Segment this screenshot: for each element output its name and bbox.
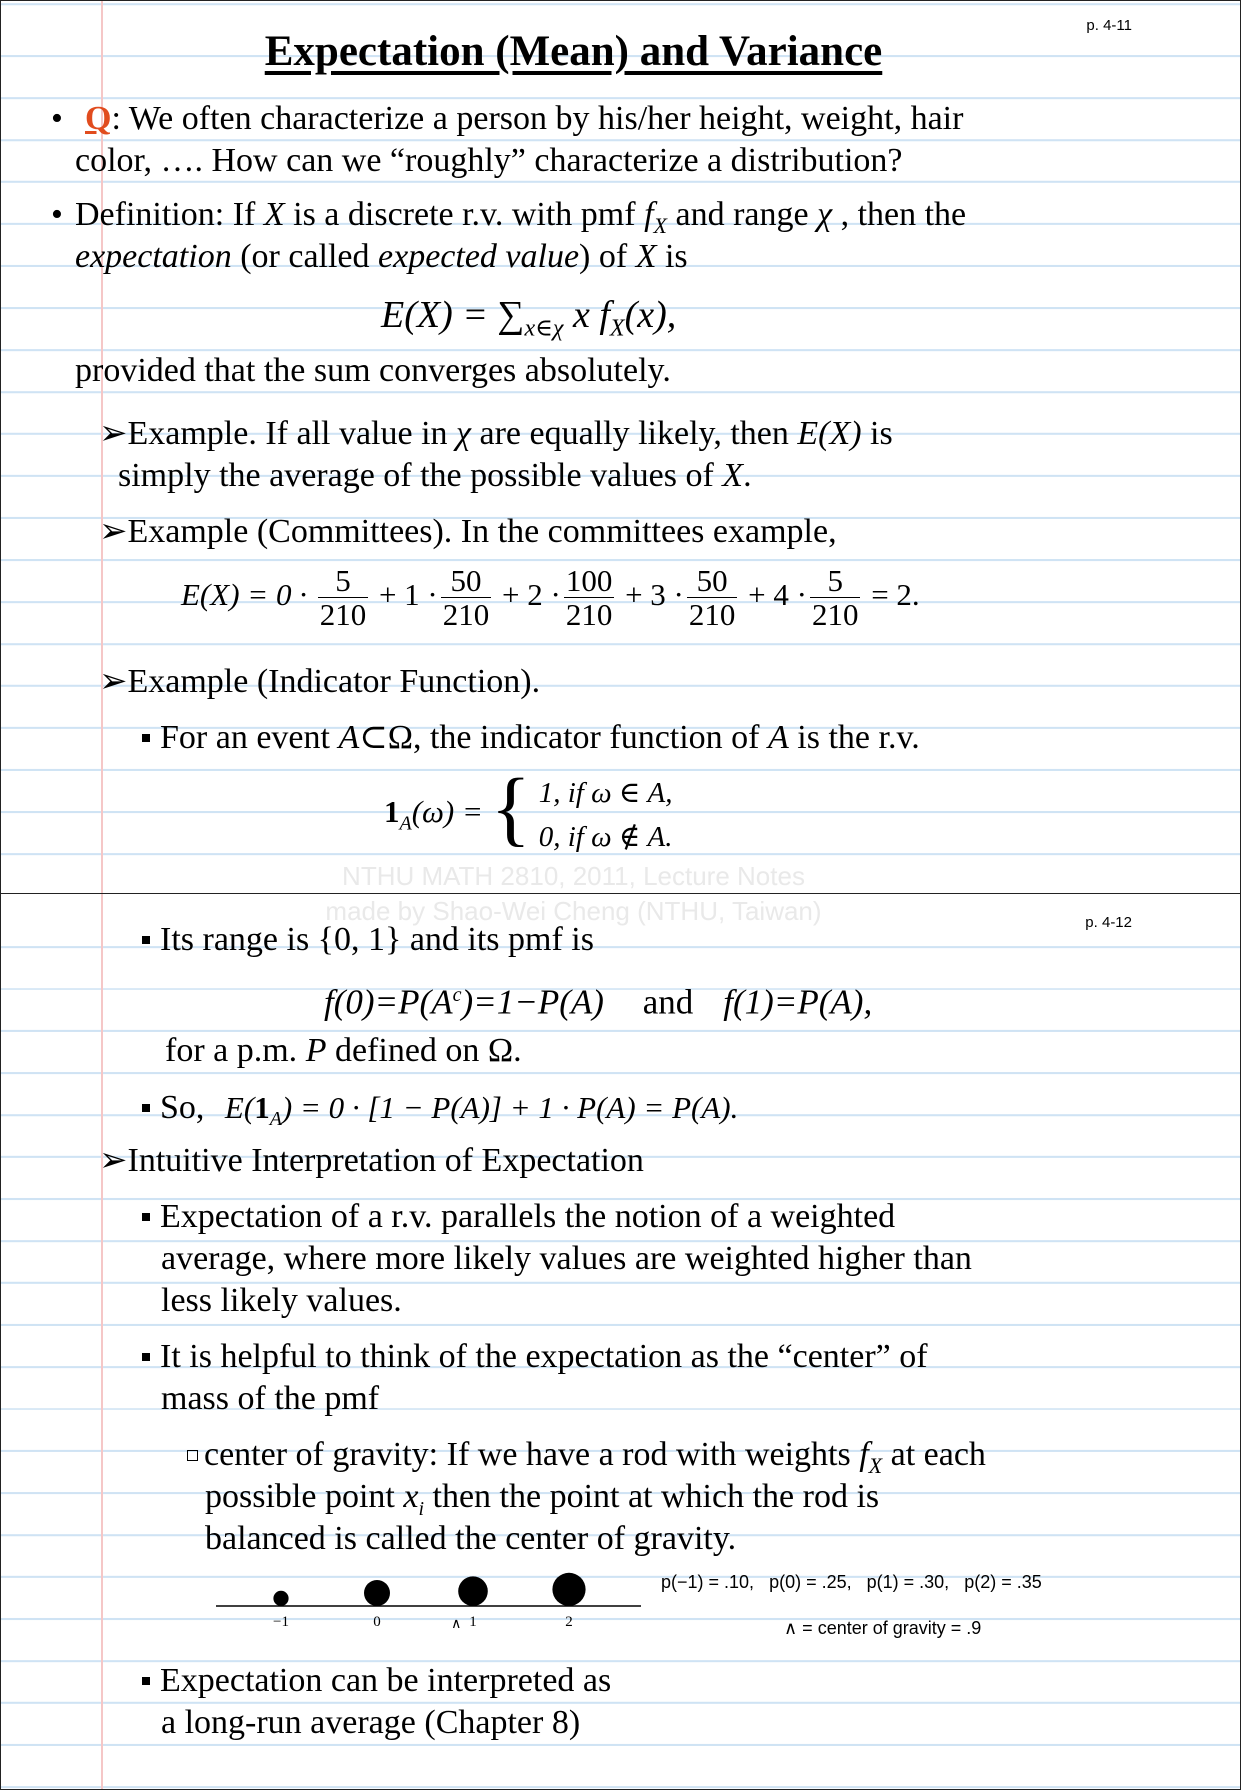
square-bullet-icon xyxy=(142,1677,150,1685)
definition-line-1: Definition: If X is a discrete r.v. with pmf $f_X$ and range χ , then the xyxy=(75,196,967,238)
watermark-line-2: made by Shao-Wei Cheng (NTHU, Taiwan) xyxy=(325,896,822,926)
weighted-average-line-3: less likely values. xyxy=(161,1282,402,1319)
fraction-numerator: 50 xyxy=(687,564,738,598)
arrow-icon: ➢ xyxy=(99,513,128,550)
center-of-gravity-line-3: balanced is called the center of gravity. xyxy=(205,1520,737,1557)
fraction-denominator: 210 xyxy=(688,597,736,633)
weight-point xyxy=(364,1580,390,1606)
square-bullet-icon xyxy=(142,734,150,742)
intuitive-interpretation-heading: ➢Intuitive Interpretation of Expectation xyxy=(99,1142,644,1179)
question-line-1: Q: We often characterize a person by his/her height, weight, hair xyxy=(85,100,964,137)
page-title: Expectation (Mean) and Variance xyxy=(264,28,883,75)
square-bullet-icon xyxy=(142,1104,150,1112)
arrow-icon: ➢ xyxy=(99,415,128,452)
center-of-gravity-line-2: possible point $x_i$ then the point at which the rod is xyxy=(205,1478,880,1520)
center-of-mass-line-1: It is helpful to think of the expectation as the “center” of xyxy=(142,1336,928,1378)
indicator-function-formula: $1_A(\omega)$ = { 1, if ω ∈ A, 0, if ω ∉ A. xyxy=(384,762,673,855)
expectation-formula: $E(X) = \sum_{x\in\chi}$ x $f_X(x)$, xyxy=(381,294,677,342)
long-run-average-line-1: Expectation can be interpreted as xyxy=(142,1660,611,1702)
square-bullet-icon xyxy=(142,936,150,944)
indicator-expectation-line: So, $E(1_A) = 0 \cdot [1 - P(A)] + 1 \cdot P(A) = P(A)$. xyxy=(142,1087,738,1140)
long-run-average-line-2: a long-run average (Chapter 8) xyxy=(161,1704,581,1741)
question-label: Q xyxy=(85,100,112,137)
fraction-denominator: 210 xyxy=(811,597,859,633)
fraction-denominator: 210 xyxy=(319,597,367,633)
probability-measure-line: for a p.m. P defined on Ω. xyxy=(165,1032,522,1069)
committee-operator: = 2. xyxy=(863,577,920,613)
definition-line-2: expectation (or called expected value) of X is xyxy=(75,238,688,275)
axis-tick-label: −1 xyxy=(273,1614,289,1630)
example-committees: ➢Example (Committees). In the committees example, xyxy=(99,513,837,550)
pmf-value-m1: p(−1) = .10, xyxy=(661,1572,755,1592)
center-of-gravity-marker: ∧ xyxy=(451,1617,462,1632)
fraction-denominator: 210 xyxy=(442,597,490,633)
page-number: p. 4-12 xyxy=(1085,914,1132,931)
weighted-average-line-1: Expectation of a r.v. parallels the notion of a weighted xyxy=(142,1196,895,1238)
center-of-gravity-label: ∧ = center of gravity = .9 xyxy=(784,1618,982,1638)
committee-operator: + 4 · xyxy=(740,577,807,613)
square-bullet-icon xyxy=(142,1213,150,1221)
rod-weights-figure xyxy=(211,1566,651,1646)
page-number: p. 4-11 xyxy=(1086,17,1132,34)
weight-point xyxy=(458,1576,488,1606)
center-of-gravity-line-1: center of gravity: If we have a rod with weights $f_X$ at each xyxy=(187,1434,986,1487)
committee-expectation-formula: E(X) = 0 · $\frac{5}{210}$ + 1 · $\frac{50}{210}$ + 2 · $\frac{100}{210}$ + 3 · $\frac{50}{210}$ + 4 · $\frac{5}{210}$ = 2. xyxy=(181,563,920,633)
arrow-icon: ➢ xyxy=(99,1142,128,1179)
example-indicator: ➢Example (Indicator Function). xyxy=(99,663,541,700)
committee-operator: + 3 · xyxy=(617,577,684,613)
watermark-line-1: NTHU MATH 2810, 2011, Lecture Notes xyxy=(342,861,805,891)
fraction-numerator: 5 xyxy=(318,564,369,598)
committee-fraction xyxy=(810,564,861,632)
weight-point xyxy=(552,1573,585,1606)
committee-operator: + 2 · xyxy=(494,577,561,613)
fraction-denominator: 210 xyxy=(565,597,613,633)
fraction-numerator: 50 xyxy=(441,564,492,598)
question-bullet: • xyxy=(51,100,63,137)
example-equally-likely-line-1: ➢Example. If all value in χ are equally likely, then E(X) is xyxy=(99,415,893,452)
hollow-square-bullet-icon xyxy=(187,1450,198,1461)
weight-point xyxy=(273,1591,288,1606)
indicator-definition: For an event A⊂Ω, the indicator function of A is the r.v. xyxy=(142,717,920,759)
fraction-numerator: 5 xyxy=(810,564,861,598)
pmf-value-1: p(1) = .30, xyxy=(866,1572,950,1592)
arrow-icon: ➢ xyxy=(99,663,128,700)
pmf-indicator-formula: $f(0)=P(A^c)=1-P(A)$ and f(1)=P(A), xyxy=(324,982,873,1022)
margin-line xyxy=(101,894,103,1789)
committee-fraction xyxy=(687,564,738,632)
pmf-value-2: p(2) = .35 xyxy=(964,1572,1042,1592)
fraction-numerator: 100 xyxy=(565,563,613,598)
page-4-11 xyxy=(0,0,1241,894)
pmf-values xyxy=(661,1572,1042,1593)
definition-line-3: provided that the sum converges absolutely. xyxy=(75,352,671,389)
pmf-value-0: p(0) = .25, xyxy=(769,1572,852,1592)
example-equally-likely-line-2: simply the average of the possible values of X. xyxy=(118,457,752,494)
weighted-average-line-2: average, where more likely values are weighted higher than xyxy=(161,1240,972,1277)
definition-bullet: • xyxy=(51,196,63,233)
committee-operator: + 1 · xyxy=(371,577,438,613)
axis-tick-label: 2 xyxy=(565,1614,573,1630)
page-4-12 xyxy=(0,893,1241,1790)
committee-fraction xyxy=(564,564,615,632)
square-bullet-icon xyxy=(142,1353,150,1361)
question-line-2: color, …. How can we “roughly” characterize a distribution? xyxy=(75,142,903,179)
center-of-mass-line-2: mass of the pmf xyxy=(161,1380,380,1417)
axis-tick-label: 0 xyxy=(373,1614,381,1630)
axis-tick-label: 1 xyxy=(469,1614,477,1630)
range-line: Its range is {0, 1} and its pmf is xyxy=(142,919,594,961)
left-brace-icon: { xyxy=(490,762,531,855)
committee-fraction xyxy=(318,564,369,632)
committee-fraction xyxy=(441,564,492,632)
